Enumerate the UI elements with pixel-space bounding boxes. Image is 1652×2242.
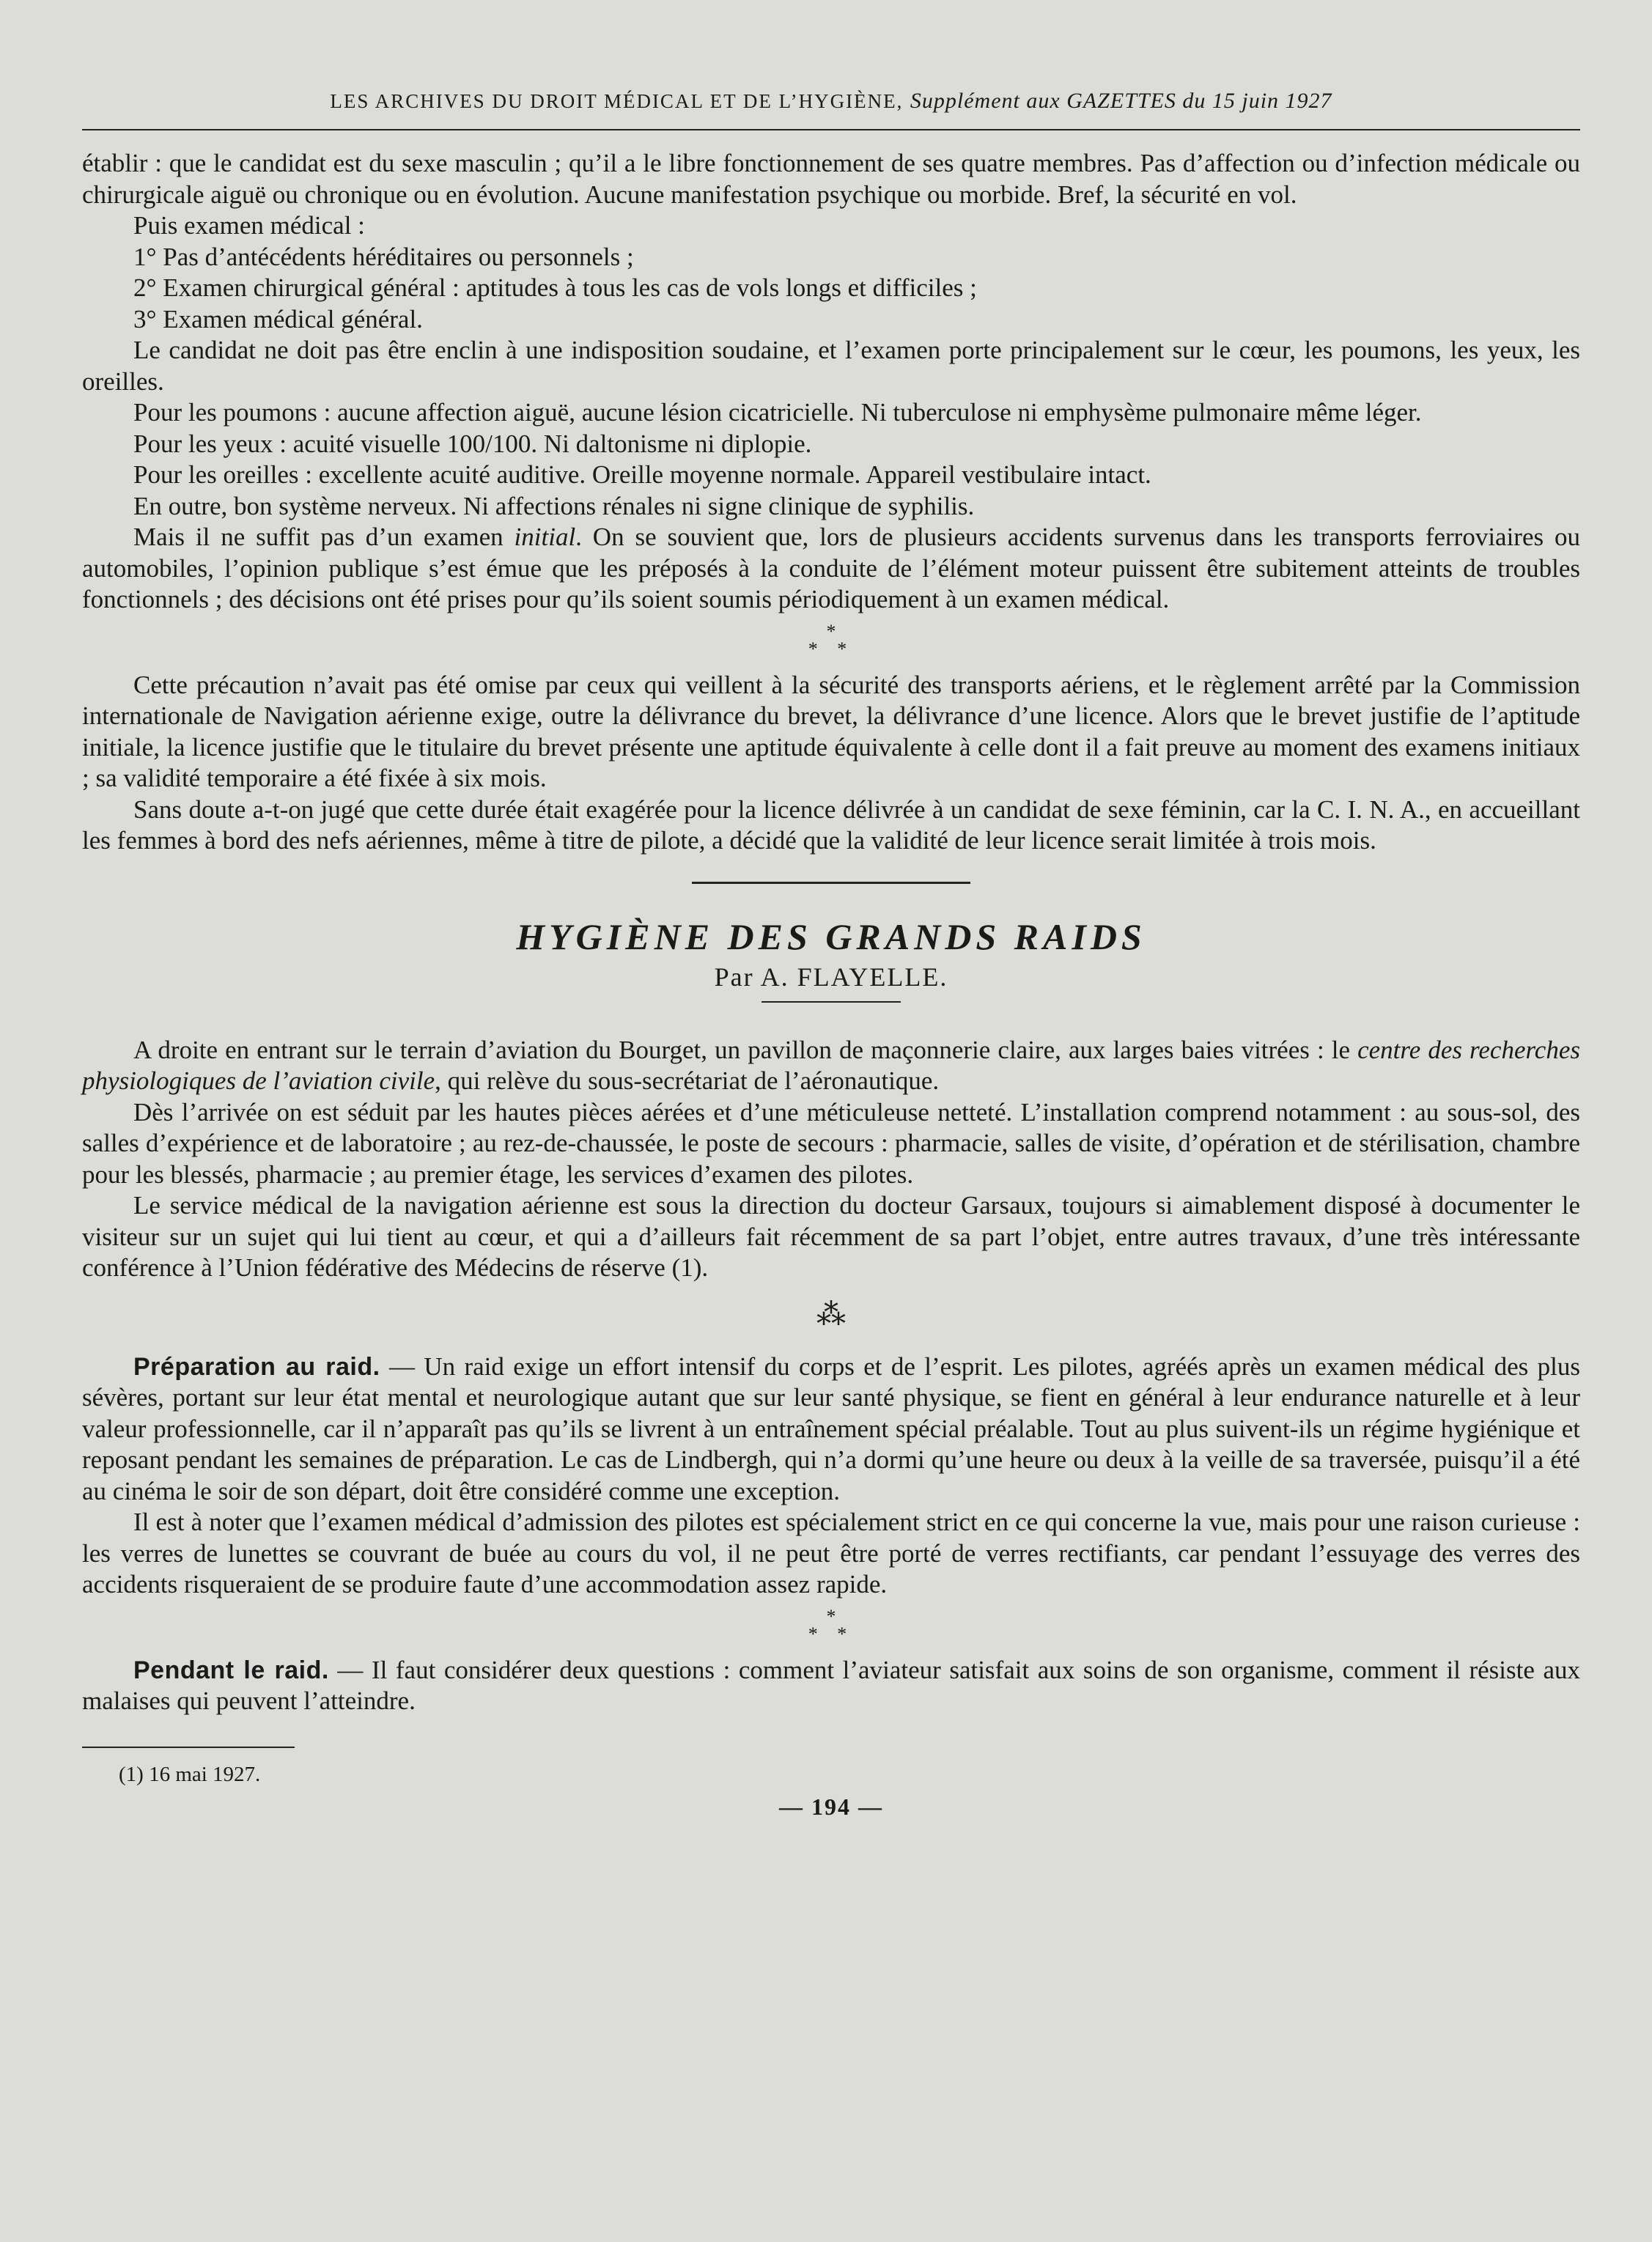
text-run: , qui relève du sous-secrétariat de l’aéronautique. [435,1066,940,1095]
emphasis-text: centre des recherches physiologiques de l’aviation civile [82,1035,1580,1095]
paragraph: Puis examen médical : [133,211,365,240]
page-number: — 194 — [779,1793,883,1820]
paragraph [82,1352,1580,1508]
text-run: — Un raid exige un effort intensif du corps et de l’esprit. Les pilotes, agréés après un examen médical des plus sévères, portant sur leur état mental et neurologique autant que sur leur santé physique, se fient en général à leur endurance naturelle et à leur valeur professionnelle, car il n’apparaît pas qu’ils se livrent à un entraînement spécial préalable. Tout au plus suivent-ils un régime hygiénique et reposant pendant les semaines de préparation. Le cas de Lindbergh, qui n’a dormi qu’une heure ou deux à la veille de sa traversée, puisqu’il a été au cinéma le soir de son départ, doit être considéré comme une exception. [82,1352,1580,1505]
journal-name: LES ARCHIVES DU DROIT MÉDICAL ET DE L’HYGIÈNE, [330,90,904,112]
asterism-top: * [826,620,836,642]
asterism-top: * [826,1605,836,1627]
asterism-ornament [82,1605,1580,1645]
paragraph: Dès l’arrivée on est séduit par les hautes pièces aérées et d’une méticuleuse netteté. L’installation comprend notamment : au sous-sol, des salles d’expérience et de laboratoire ; au rez-de-chaussée, le poste de secours : pharmacie, salles de visite, d’opération et de stérilisation, chambre pour les blessés, pharmacie ; au premier étage, les services d’examen des pilotes. [82,1097,1580,1189]
list-item: 3° Examen médical général. [133,304,423,333]
paragraph: En outre, bon système nerveux. Ni affections rénales ni signe clinique de syphilis. [133,491,975,520]
byline-rule [762,1001,901,1003]
asterism-bottom: * * [808,638,855,660]
paragraph [82,522,1580,616]
paragraph [82,1655,1580,1717]
footnote-rule [82,1747,295,1748]
exam-list [82,242,1580,336]
asterism-bottom: * * [808,1623,855,1645]
section-runin-heading: Pendant le raid. [133,1656,329,1684]
header-rule [82,129,1580,130]
running-header [82,86,1580,116]
text-run: Mais il ne suffit pas d’un examen [133,523,515,551]
section-runin-heading: Préparation au raid. [133,1352,380,1381]
paragraph: Sans doute a-t-on jugé que cette durée était exagérée pour la licence délivrée à un candidat de sexe féminin, car la C. I. N. A., en accueillant les femmes à bord des nefs aériennes, même à titre de pilote, a décidé que la validité de leur licence serait limitée à trois mois. [82,794,1580,855]
text-run: — Il faut considérer deux questions : comment l’aviateur satisfait aux soins de son organisme, comment il résiste aux malaises qui peuvent l’atteindre. [82,1655,1580,1715]
section-divider [692,882,970,884]
article-byline: Par A. FLAYELLE. [714,962,948,992]
paragraph: Il est à noter que l’examen médical d’admission des pilotes est spécialement strict en ce qui concerne la vue, mais pour une raison curieuse : les verres de lunettes se couvrant de buée au cours du vol, il ne peut être porté de verres rectifiants, car pendant l’essuyage des verres des accidents risqueraient de se produire faute d’une accommodation assez rapide. [82,1508,1580,1598]
list-item: 2° Examen chirurgical général : aptitudes à tous les cas de vols longs et difficiles ; [133,273,977,302]
paragraph: Pour les oreilles : excellente acuité auditive. Oreille moyenne normale. Appareil vestibulaire intact. [133,460,1151,489]
text-run: A droite en entrant sur le terrain d’aviation du Bourget, un pavillon de maçonnerie claire, aux larges baies vitrées : le [133,1035,1358,1064]
trefoil-ornament: ⁂ [816,1297,846,1331]
article-title: HYGIÈNE DES GRANDS RAIDS [516,915,1146,957]
footnote: (1) 16 mai 1927. [119,1762,261,1786]
paragraph: Cette précaution n’avait pas été omise par ceux qui veillent à la sécurité des transports aériens, et le règlement arrêté par la Commission internationale de Navigation aérienne exige, outre la délivrance du brevet, la délivrance d’une licence. Alors que le brevet justifie de l’aptitude initiale, la licence justifie que le titulaire du brevet présente une aptitude équivalente à celle dont il a fait preuve au moment des examens initiaux ; sa validité temporaire a été fixée à six mois. [82,670,1580,792]
paragraph: établir : que le candidat est du sexe masculin ; qu’il a le libre fonctionnement de ses quatre membres. Pas d’affection ou d’infection médicale ou chirurgicale aiguë ou chronique ou en évolution. Aucune manifestation psychique ou morbide. Bref, la sécurité en vol. [82,149,1580,209]
asterism-ornament [82,620,1580,660]
text-run: . On se souvient que, lors de plusieurs accidents survenus dans les transports ferroviaires ou automobiles, l’opinion publique s’est émue que les préposés à la conduite de l’élément moteur puissent être subitement atteints de troubles fonctionnels ; des décisions ont été prises pour qu’ils soient soumis périodiquement à un examen médical. [82,523,1580,613]
paragraph [82,1035,1580,1097]
paragraph: Le candidat ne doit pas être enclin à une indisposition soudaine, et l’examen porte principalement sur le cœur, les poumons, les yeux, les oreilles. [82,336,1580,396]
paragraph: Le service médical de la navigation aérienne est sous la direction du docteur Garsaux, toujours si aimablement disposé à documenter le visiteur sur un sujet qui lui tient au cœur, et qui a d’ailleurs fait récemment de sa part l’objet, entre autres travaux, d’une très intéressante conférence à l’Union fédérative des Médecins de réserve (1). [82,1191,1580,1282]
supplement-note: Supplément aux GAZETTES du 15 juin 1927 [910,89,1332,113]
emphasis-text: initial [514,523,576,551]
paragraph: Pour les poumons : aucune affection aiguë, aucune lésion cicatricielle. Ni tuberculose ni emphysème pulmonaire même léger. [133,398,1422,427]
list-item: 1° Pas d’antécédents héréditaires ou personnels ; [133,242,634,271]
paragraph: Pour les yeux : acuité visuelle 100/100. Ni daltonisme ni diplopie. [133,429,812,458]
